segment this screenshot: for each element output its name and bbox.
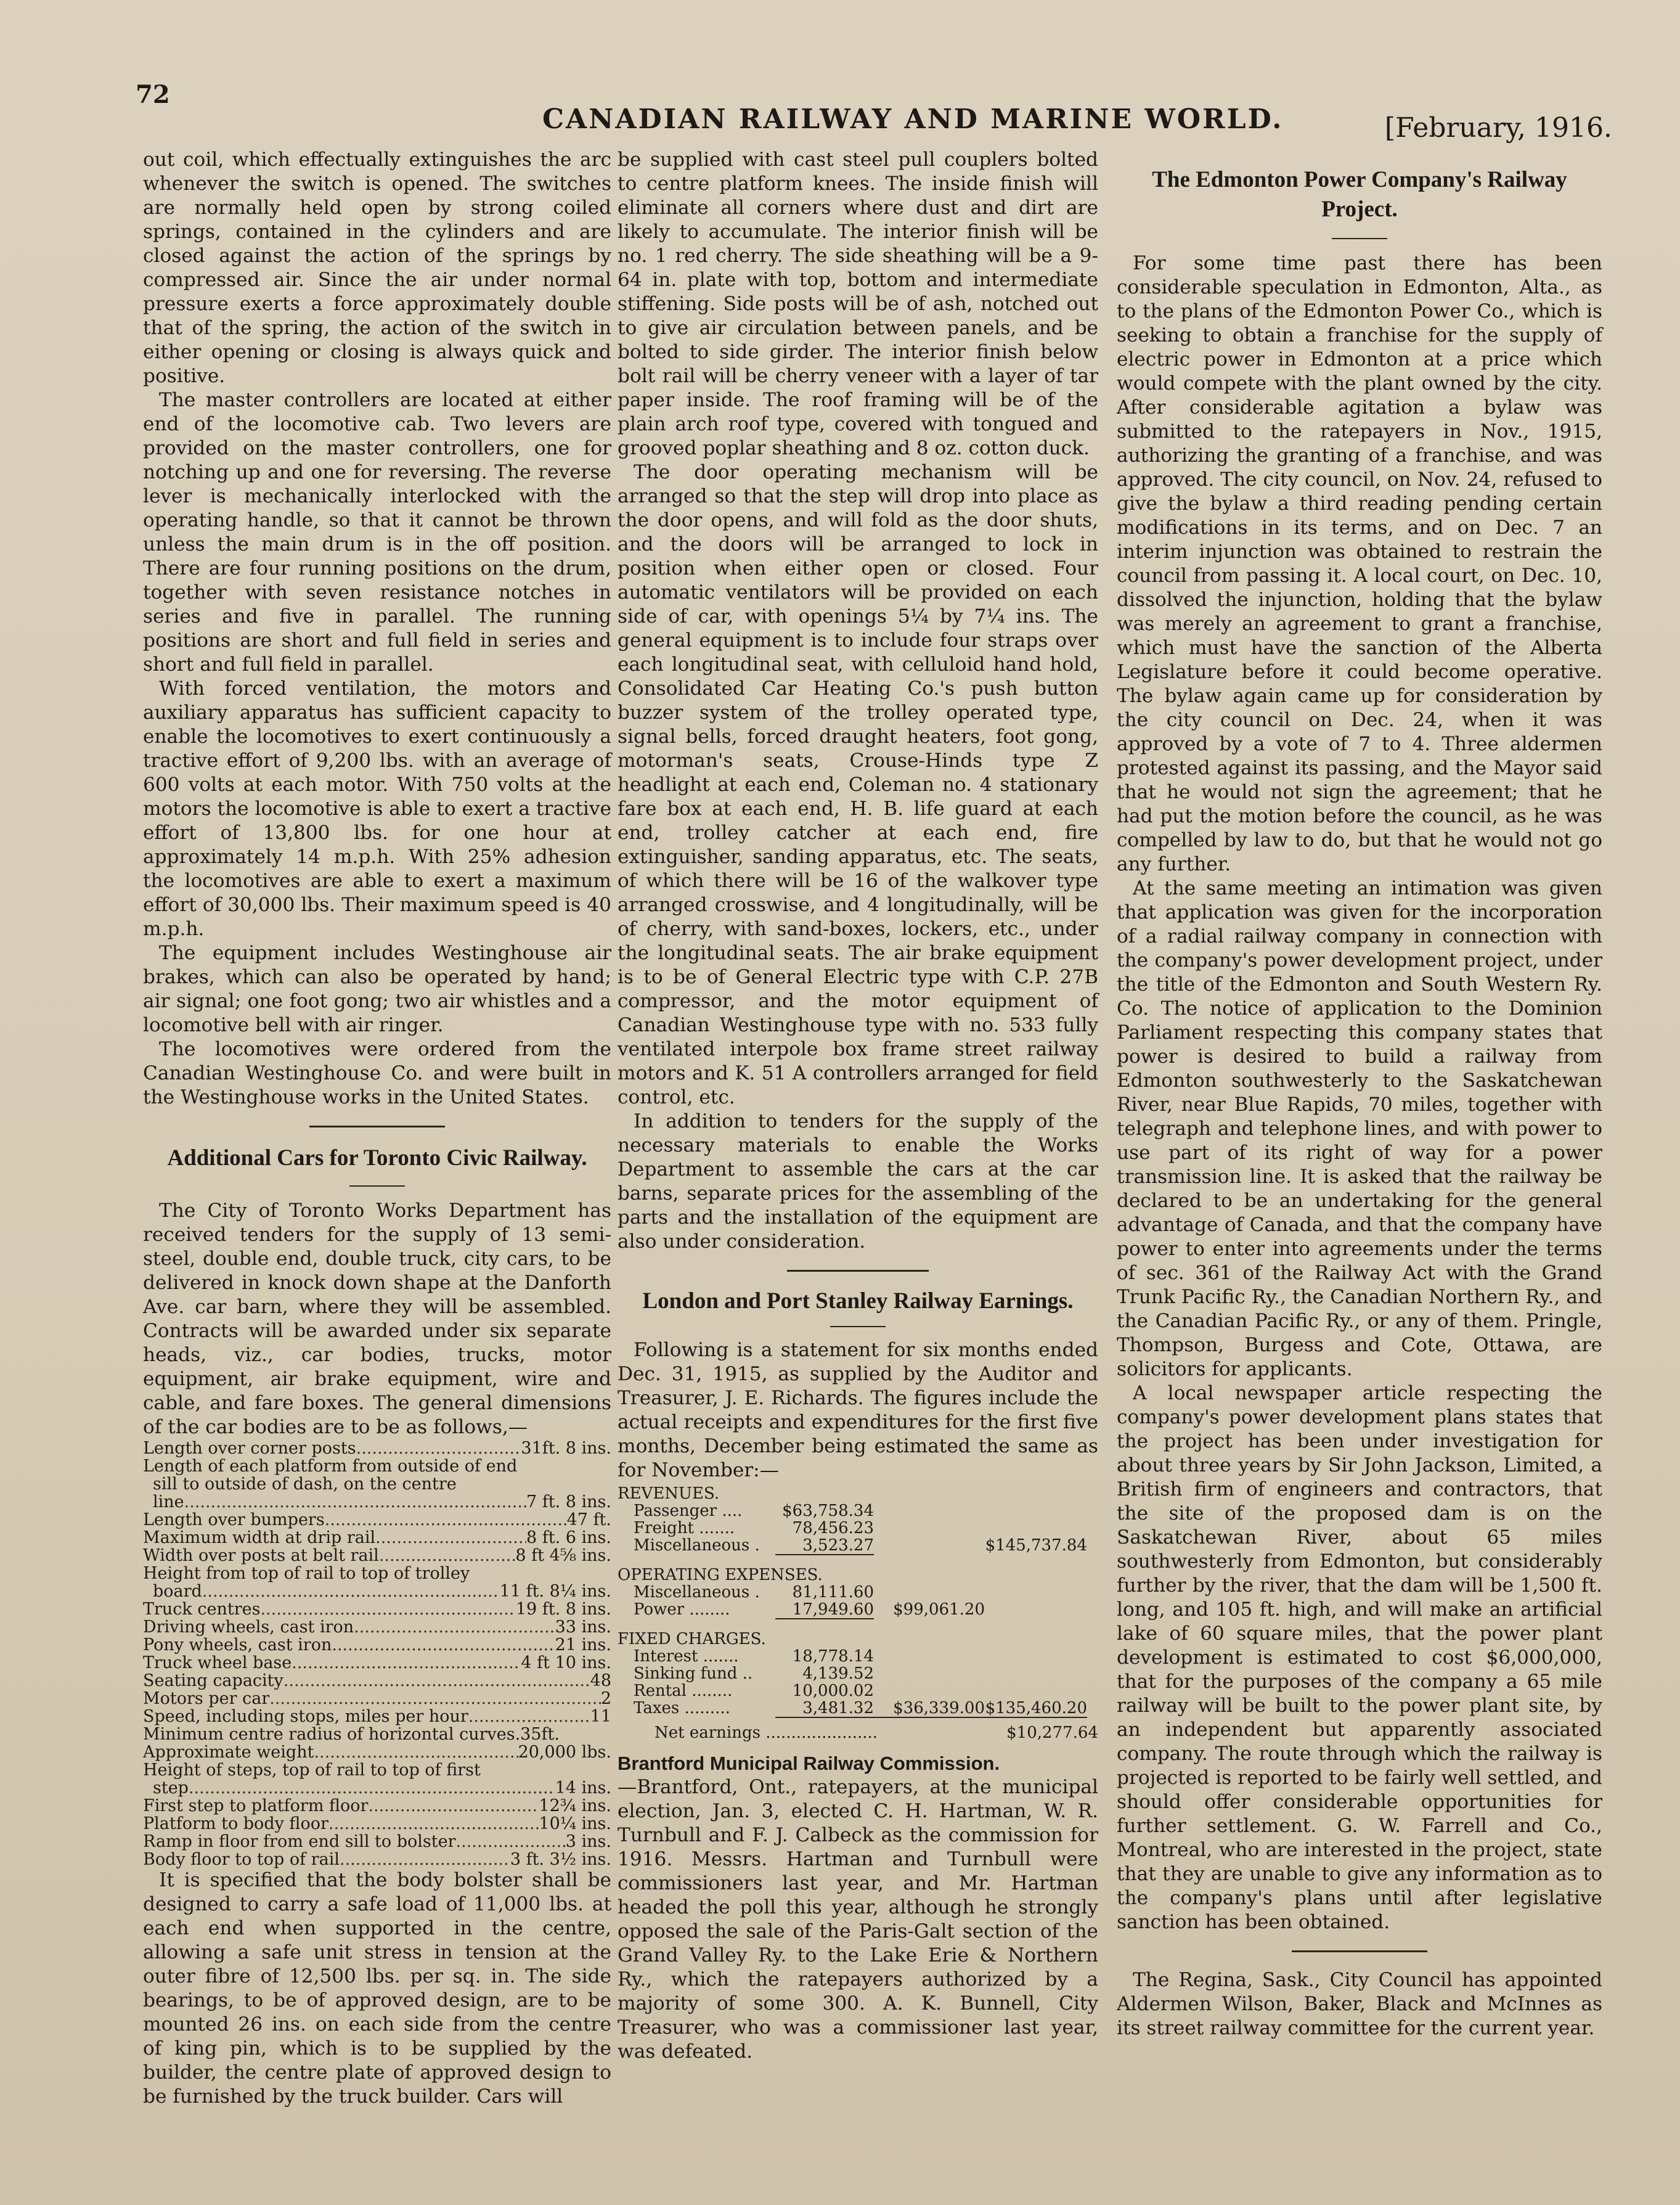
statement-row: Power ........ 17,949.60 $99,061.20 [634,1600,985,1619]
column-right [1117,148,1602,2040]
spec-row: Width over posts at belt rail ..... 8 ft 4⅝ ins. [143,1547,611,1565]
paragraph: For some time past there has been considerable speculation in Edmonton, Alta., as to the plans of the Edmonton Power Co., which is seeking to obtain a franchise for the supply of electric power in Edmonton at a price which would compete with the plant owned by the city. After considerable agitation a bylaw was submitted to the ratepayers in Nov., 1915, authorizing the granting of a franchise, and was approved. The city council, on Nov. 24, refused to give the bylaw a third reading pending certain modifications in its terms, and on Dec. 7 an interim injunction was obtained to restrain the council from passing it. A local court, on Dec. 10, dissolved the injunction, holding that the bylaw was merely an agreement to grant a franchise, which must have the sanction of the Alberta Legislature before it could become operative. The bylaw again came up for consideration by the city council on Dec. 24, when it was approved by a vote of 7 to 4. Three aldermen protested against its passing, and the Mayor said that he would not sign the agreement; that he had put the motion before the council, as he was compelled by law to do, but that he would not go any further. [1117,252,1602,875]
spec-row: Approximate weight ..... 20,000 lbs. [143,1743,611,1761]
spec-row: Motors per car ..... 2 [143,1690,611,1708]
spec-row: Height from top of rail to top of trolley [143,1564,470,1583]
paragraph: The door operating mechanism will be arranged so that the step will drop into place as the door opens, and will fold as the door shuts, and the doors will be arranged to lock in position when either open or closed. Four automatic ventilators will be provided on each side of car, with openings 5¼ by 7¼ ins. The general equipment is to include four straps over each longitudinal seat, with celluloid hand hold, Consolidated Car Heating Co.'s push button buzzer system of the trolley operated type, signal bells, forced draught heaters, foot gong, motorman's seats, Crouse-Hinds type Z headlight at each end, Coleman no. 4 stationary fare box at each end, H. B. life guard at each end, trolley catcher at each end, fire extinguisher, sanding apparatus, etc. The seats, of which there will be 16 of the walkover type arranged crosswise, and 4 longitudinally, will be of cherry, with sand-boxes, lockers, etc., under the longitudinal seats. The air brake equipment is to be of General Electric type with C.P. 27B compressor, and the motor equipment of Canadian Westinghouse type with no. 533 fully ventilated interpole box frame street railway motors and K. 51 A controllers arranged for field control, etc. [618,461,1098,1108]
running-header [136,74,1612,142]
paragraph: The equipment includes Westinghouse air brakes, which can also be operated by hand; air signal; one foot gong; two air whistles and a locomotive bell with air ringer. [143,942,611,1036]
column-middle [618,148,1098,2064]
spec-row: Minimum centre radius of horizontal curves.35ft. [143,1725,560,1744]
statement-row: Miscellaneous . 3,523.27 $145,737.84 [634,1536,1087,1555]
spec-row: line ..... 7 ft. 8 ins. [143,1493,611,1511]
statement-row: Sinking fund .. 4,139.52 [634,1664,874,1683]
paragraph: The City of Toronto Works Department has received tenders for the supply of 13 semi-steel, double end, double truck, city cars, to be delivered in knock down shape at the Danforth Ave. car barn, where they will be assembled. Contracts will be awarded under six separate heads, viz., car bodies, trucks, motor equipment, air brake equipment, wire and cable, and fare boxes. The general dimensions of the car bodies are to be as follows,— [143,1200,611,1438]
operating-subtotal: $99,061.20 [893,1600,985,1619]
paragraph: At the same meeting an intimation was given that application was given for the incorporation of a radial railway company in connection with the company's power development project, under the title of the Edmonton and South Western Ry. Co. The notice of application to the Dominion Parliament respecting this company states that power is desired to build a railway from Edmonton southwesterly to the Saskatchewan River, near Blue Rapids, 70 miles, together with telegraph and telephone lines, and with power to use part of its right of way for a power transmission line. It is asked that the railway be declared to be an undertaking for the general advantage of Canada, and that the company have power to enter into agreements under the terms of sec. 361 of the Railway Act with the Grand Trunk Pacific Ry., the Canadian Northern Ry., and the Canadian Pacific Ry., or any of them. Pringle, Thompson, Burgess and Cote, Ottawa, are solicitors for applicants. [1117,877,1602,1380]
issue-date: [February, 1916. [1384,112,1612,144]
spec-row: Truck centres ..... 19 ft. 8 ins. [143,1600,611,1618]
article-heading: Additional Cars for Toronto Civic Railway. [167,1145,587,1171]
publication-title: CANADIAN RAILWAY AND MARINE WORLD. [542,104,1284,135]
paragraph: A local newspaper article respecting the company's power development plans states that the project has been under investigation for about three years by Sir John Jackson, Limited, a British firm of engineers and contractors, that the site of the proposed dam is on the Saskatchewan River, about 65 miles southwesterly from Edmonton, but considerably further by the river, that the dam will be 1,500 ft. long, and 105 ft. high, and will make an artificial lake of 60 square miles, that the power plant development is estimated to cost $6,000,000, that for the purposes of the company a 65 mile railway will be built to the power plant site, by an independent but apparently associated company. The route through which the railway is projected is reported to be fairly well settled, and should offer considerable opportunities for further settlement. G. W. Farrell and Co., Montreal, who are interested in the project, state that they are unable to give any information as to the company's plans until after legislative sanction has been obtained. [1117,1382,1602,1933]
spec-row: Ramp in floor from end sill to bolster ..... 3 ins. [143,1833,611,1851]
page-number: 72 [136,80,170,109]
revenue-total: $145,737.84 [985,1536,1087,1555]
section-divider [1292,1950,1427,1952]
paragraph: In addition to tenders for the supply of the necessary materials to enable the Works Department to assemble the cars at the car barns, separate prices for the assembling of the parts and the installation of the equipment are also under consideration. [618,1110,1098,1253]
car-dimensions-table [143,1439,611,1868]
spec-row: First step to platform floor ..... 12¾ ins. [143,1797,611,1815]
spec-row: Length over corner posts ..... 31ft. 8 ins. [143,1439,611,1457]
fixed-charges-heading: FIXED CHARGES. [618,1630,766,1648]
statement-row: Miscellaneous . 81,111.60 [634,1583,874,1602]
heading-rule [349,1185,405,1187]
statement-row: Taxes ......... 3,481.32 $36,339.00 $135,460.20 [634,1699,1087,1717]
spec-row: Platform to body floor ..... 10¼ ins. [143,1815,611,1833]
column-left [143,148,611,2109]
statement-row: Rental ........ 10,000.02 [634,1682,874,1700]
spec-row: Maximum width at drip rail ..... 8 ft. 6 ins. [143,1529,611,1547]
spec-row: Driving wheels, cast iron ..... 33 ins. [143,1618,611,1636]
paragraph: out coil, which effectually extinguishes the arc whenever the switch is opened. The switches are normally held open by strong coiled springs, contained in the cylinders and are closed against the action of the springs by compressed air. Since the air under normal pressure exerts a force approximately double that of the spring, the action of the switch in either opening or closing is always quick and positive. [143,149,611,387]
paragraph: The locomotives were ordered from the Canadian Westinghouse Co. and were built in the Westinghouse works in the United States. [143,1038,611,1108]
revenues-heading: REVENUES. [618,1484,720,1503]
article-heading-inline: Brantford Municipal Railway Commission. [618,1753,1000,1774]
article-heading: The Edmonton Power Company's Railway Project. [1152,167,1567,222]
paragraph: With forced ventilation, the motors and auxiliary apparatus has sufficient capacity to enable the locomotives to exert continuously a tractive effort of 9,200 lbs. with an average of 600 volts at each motor. With 750 volts at the motors the locomotive is able to exert a tractive effort of 13,800 lbs. for one hour at approximately 14 m.p.h. With 25% adhesion the locomotives are able to exert a maximum effort of 30,000 lbs. Their maximum speed is 40 m.p.h. [143,677,611,940]
statement-row: Freight ....... 78,456.23 [634,1519,874,1537]
heading-rule [830,1326,886,1327]
spec-row: board ..... 11 ft. 8¼ ins. [143,1582,611,1600]
paragraph: Following is a statement for six months ended Dec. 31, 1915, as supplied by the Auditor and Treasurer, J. E. Richards. The figures include the actual receipts and expenditures for the first five months, December being estimated the same as for November:— [618,1339,1098,1481]
spec-row: Height of steps, top of rail to top of first [143,1761,481,1780]
fixed-charges-subtotal: $36,339.00 [874,1700,985,1718]
operating-expenses-heading: OPERATING EXPENSES. [618,1566,823,1584]
paragraph: The Regina, Sask., City Council has appointed Aldermen Wilson, Baker, Black and McInnes as its street railway committee for the current year. [1117,1969,1602,2039]
article-heading: London and Port Stanley Railway Earnings. [642,1288,1074,1314]
paragraph: The master controllers are located at either end of the locomotive cab. Two levers are provided on the master controllers, one for notching up and one for reversing. The reverse lever is mechanically interlocked with the operating handle, so that it cannot be thrown unless the main drum is in the off position. There are four running positions on the drum, together with seven resistance notches in series and five in parallel. The running positions are short and full field in series and short and full field in parallel. [143,389,611,676]
net-earnings-row: Net earnings ...................... $10,277.64 [654,1724,1098,1742]
heading-rule [1332,238,1387,239]
statement-row: Passenger .... $63,758.34 [634,1502,874,1520]
spec-row: Body floor to top of rail ..... 3 ft. 3½ ins. [143,1851,611,1868]
section-divider [787,1270,929,1272]
paragraph: It is specified that the body bolster shall be designed to carry a safe load of 11,000 lbs. at each end when supported in the centre, allowing a safe unit stress in tension at the outer fibre of 12,500 lbs. per sq. in. The side bearings, to be of approved design, are to be mounted 26 ins. on each side from the centre of king pin, which is to be supplied by the builder, the centre plate of approved design to be furnished by the truck builder. Cars will [143,1869,611,2108]
spec-row: Length over bumpers ..... 47 ft. [143,1511,611,1529]
earnings-statement [618,1485,1098,1741]
spec-row: step ..... 14 ins. [143,1779,611,1797]
paragraph: —Brantford, Ont., ratepayers, at the municipal election, Jan. 3, elected C. H. Hartman, W. R. Turnbull and F. J. Calbeck as the commission for 1916. Messrs. Hartman and Turnbull were commissioners last year, and Mr. Hartman headed the poll this year, although he strongly opposed the sale of the Paris-Galt section of the Grand Valley Ry. to the Lake Erie & Northern Ry., which the ratepayers authorized by a majority of some 300. A. K. Bunnell, City Treasurer, who was a commissioner last year, was defeated. [618,1776,1098,2063]
statement-row: Interest ....... 18,778.14 [634,1647,874,1666]
spec-row: Seating capacity ..... 48 [143,1672,611,1690]
paragraph: be supplied with cast steel pull couplers bolted to centre platform knees. The inside finish will eliminate all corners where dust and dirt are likely to accumulate. The interior finish will be no. 1 red cherry. The side sheathing will be a 9-64 in. plate with top, bottom and intermediate stiffening. Side posts will be of ash, notched out to give air circulation between panels, and be bolted to side girder. The interior finish below bolt rail will be cherry veneer with a layer of tar paper inside. The roof framing will be of the plain arch roof type, covered with tongued and grooved poplar sheathing and 8 oz. cotton duck. [618,149,1098,459]
spec-row: Speed, including stops, miles per hour ..... 11 [143,1708,611,1725]
expenses-total: $135,460.20 [985,1699,1087,1717]
spec-row: sill to outside of dash, on the centre [153,1475,457,1494]
spec-row: Truck wheel base ..... 4 ft 10 ins. [143,1654,611,1672]
spec-row: Length of each platform from outside of end [143,1457,518,1476]
section-divider [309,1126,445,1127]
spec-row: Pony wheels, cast iron ..... 21 ins. [143,1636,611,1654]
